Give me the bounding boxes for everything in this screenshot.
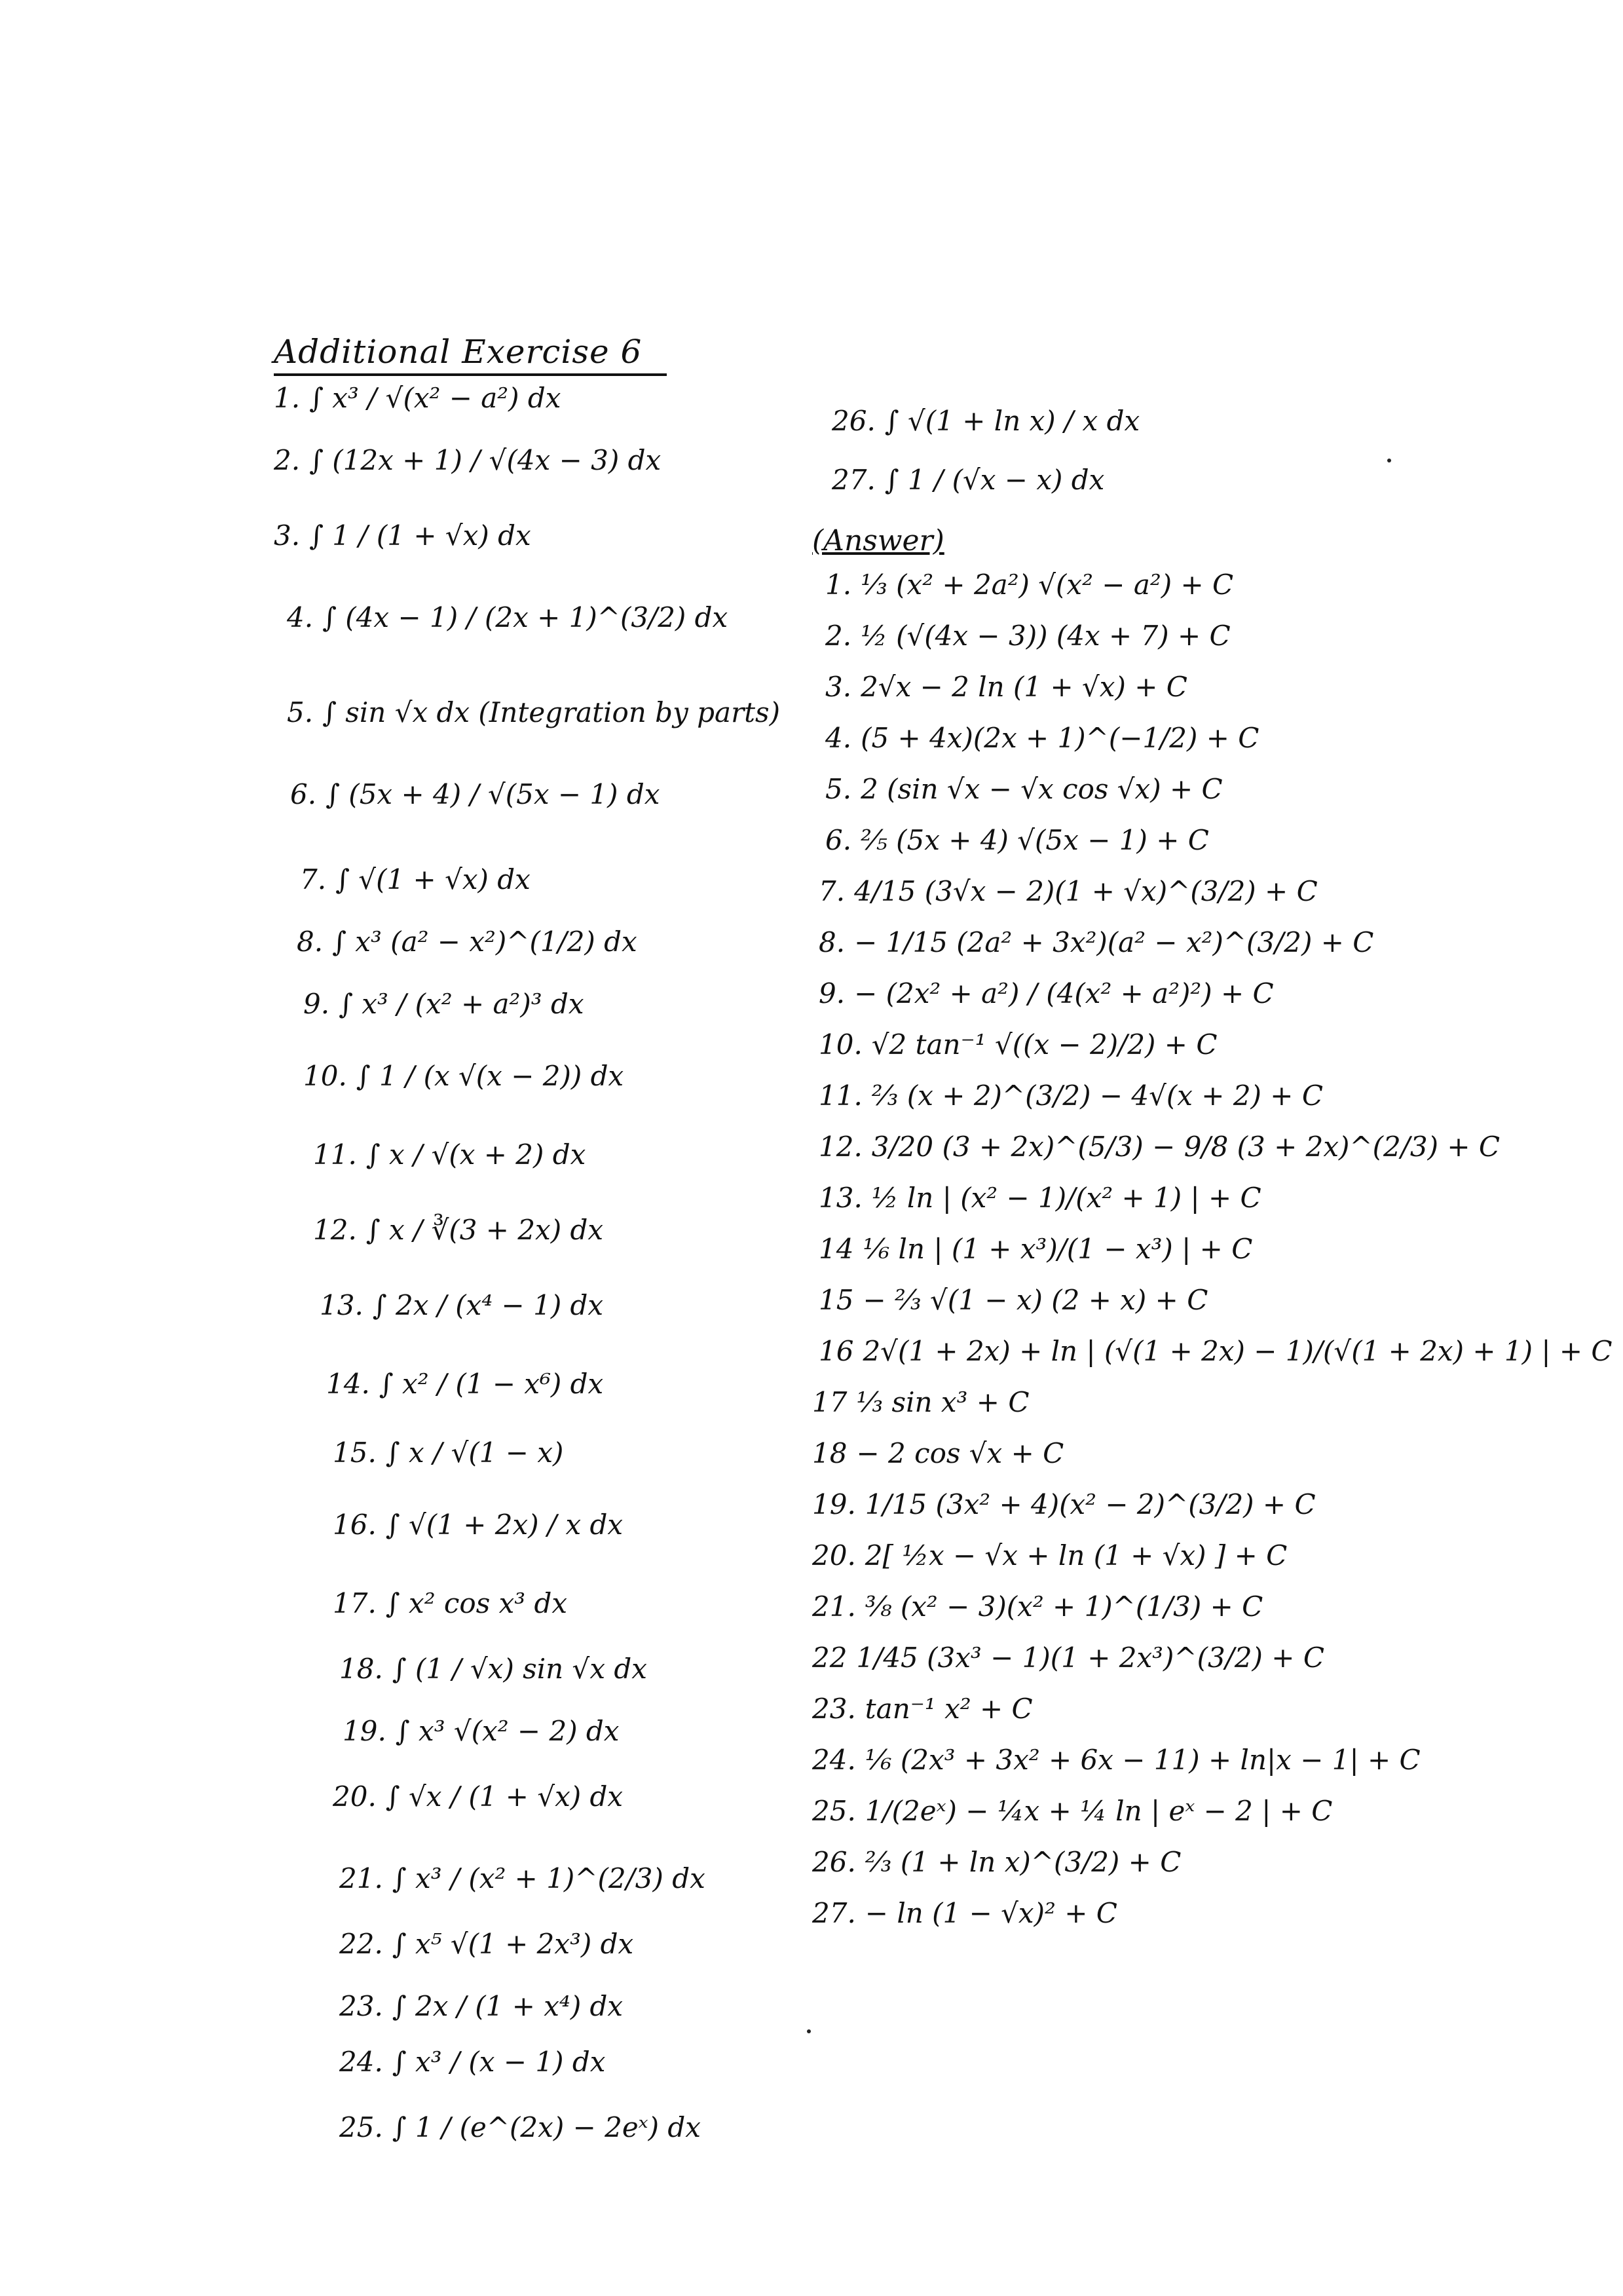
answer-number: 21. xyxy=(812,1590,856,1623)
exercise-item xyxy=(333,1782,623,1812)
exercise-item xyxy=(333,1438,563,1468)
answer-expression: ⅖ (5x + 4) √(5x − 1) + C xyxy=(861,824,1209,856)
exercise-item xyxy=(343,1716,620,1746)
answer-expression: − 1/15 (2a² + 3x²)(a² − x²)^(3/2) + C xyxy=(854,926,1374,958)
answer-number: 17 xyxy=(812,1386,848,1418)
stray-pen-mark xyxy=(807,2029,811,2033)
exercise-number: 23. xyxy=(339,1990,383,2022)
answer-number: 12. xyxy=(819,1131,863,1163)
page-title: Additional Exercise 6 xyxy=(274,333,667,376)
exercise-integral: ∫ √(1 + 2x) / x dx xyxy=(385,1509,624,1541)
exercise-number: 12. xyxy=(313,1214,357,1246)
exercise-item xyxy=(339,2047,605,2077)
exercise-item xyxy=(287,698,780,728)
exercise-number: 7. xyxy=(300,863,327,895)
answer-expression: (5 + 4x)(2x + 1)^(−1/2) + C xyxy=(861,722,1259,754)
exercise-number: 8. xyxy=(297,926,324,958)
exercise-integral: ∫ √x / (1 + √x) dx xyxy=(385,1780,624,1813)
answer-item xyxy=(812,1847,1181,1877)
exercise-integral: ∫ 1 / (√x − x) dx xyxy=(884,464,1105,496)
answer-expression: − (2x² + a²) / (4(x² + a²)²) + C xyxy=(854,977,1274,1009)
exercise-item xyxy=(274,445,661,476)
exercise-number: 18. xyxy=(339,1653,383,1685)
answer-item xyxy=(812,1541,1287,1571)
answer-item xyxy=(812,1490,1316,1520)
exercise-item xyxy=(339,2113,701,2143)
exercise-number: 16. xyxy=(333,1509,377,1541)
exercise-number: 5. xyxy=(287,696,314,728)
exercise-integral: ∫ √(1 + ln x) / x dx xyxy=(884,405,1140,437)
exercise-item xyxy=(339,1991,623,2022)
answer-number: 6. xyxy=(825,824,852,856)
answer-number: 4. xyxy=(825,722,852,754)
answer-item xyxy=(812,1387,1029,1418)
exercise-integral: ∫ (12x + 1) / √(4x − 3) dx xyxy=(309,444,662,476)
answer-heading: (Answer) xyxy=(812,524,944,557)
answer-number: 20. xyxy=(812,1539,856,1571)
exercise-item xyxy=(333,1589,567,1619)
stray-pen-mark xyxy=(1387,459,1391,462)
answer-item xyxy=(819,1234,1252,1264)
exercise-number: 15. xyxy=(333,1437,377,1469)
exercise-integral: ∫ x³ / √(x² − a²) dx xyxy=(309,382,561,414)
answer-expression: − ln (1 − √x)² + C xyxy=(865,1897,1117,1929)
exercise-integral: ∫ x³ / (x² + 1)^(2/3) dx xyxy=(392,1862,705,1894)
exercise-integral: ∫ x³ / (x − 1) dx xyxy=(392,2046,606,2078)
answer-number: 24. xyxy=(812,1744,856,1776)
answer-expression: ⅓ sin x³ + C xyxy=(856,1386,1030,1418)
exercise-item xyxy=(287,603,728,633)
answer-number: 27. xyxy=(812,1897,856,1929)
answer-item xyxy=(819,1030,1217,1060)
answer-expression: − ⅔ √(1 − x) (2 + x) + C xyxy=(863,1284,1208,1316)
exercise-integral: ∫ x³ √(x² − 2) dx xyxy=(395,1715,620,1747)
exercise-item xyxy=(339,1654,647,1684)
answer-number: 1. xyxy=(825,569,852,601)
answer-number: 9. xyxy=(819,977,846,1009)
answer-number: 2. xyxy=(825,620,852,652)
exercise-integral: ∫ 1 / (1 + √x) dx xyxy=(309,519,531,552)
exercise-integral: ∫ sin √x dx (Integration by parts) xyxy=(322,696,780,728)
answer-expression: ⅓ (x² + 2a²) √(x² − a²) + C xyxy=(861,569,1234,601)
exercise-number: 11. xyxy=(313,1139,357,1171)
answer-item xyxy=(825,672,1187,702)
answer-expression: 1/15 (3x² + 4)(x² − 2)^(3/2) + C xyxy=(865,1488,1316,1520)
answer-number: 16 xyxy=(819,1335,854,1367)
answer-expression: 4/15 (3√x − 2)(1 + √x)^(3/2) + C xyxy=(854,875,1318,907)
answer-expression: ½ (√(4x − 3)) (4x + 7) + C xyxy=(861,620,1231,652)
answer-item xyxy=(812,1592,1263,1622)
answer-number: 23. xyxy=(812,1693,856,1725)
exercise-integral: ∫ 2x / (1 + x⁴) dx xyxy=(392,1990,624,2022)
exercise-item xyxy=(832,465,1104,495)
answer-number: 13. xyxy=(819,1182,863,1214)
exercise-number: 24. xyxy=(339,2046,383,2078)
answer-number: 19. xyxy=(812,1488,856,1520)
exercise-integral: ∫ (4x − 1) / (2x + 1)^(3/2) dx xyxy=(322,601,728,633)
exercise-number: 1. xyxy=(274,382,301,414)
exercise-integral: ∫ (1 / √x) sin √x dx xyxy=(392,1653,647,1685)
exercise-item xyxy=(274,521,531,551)
exercise-integral: ∫ x / √(1 − x) xyxy=(385,1437,564,1469)
exercise-integral: ∫ x³ / (x² + a²)³ dx xyxy=(339,988,584,1020)
exercise-integral: ∫ x² / (1 − x⁶) dx xyxy=(379,1368,604,1400)
answer-item xyxy=(812,1439,1064,1469)
exercise-item xyxy=(333,1510,623,1540)
answer-number: 22 xyxy=(812,1642,848,1674)
answer-item xyxy=(819,1285,1208,1315)
answer-item xyxy=(819,979,1274,1009)
answer-expression: tan⁻¹ x² + C xyxy=(865,1693,1033,1725)
answer-number: 10. xyxy=(819,1028,863,1061)
answer-number: 11. xyxy=(819,1080,863,1112)
exercise-number: 6. xyxy=(290,778,317,810)
exercise-integral: ∫ x³ (a² − x²)^(1/2) dx xyxy=(332,926,637,958)
exercise-number: 21. xyxy=(339,1862,383,1894)
exercise-number: 13. xyxy=(320,1289,364,1321)
exercise-item xyxy=(832,406,1140,436)
answer-number: 18 xyxy=(812,1437,848,1469)
exercise-number: 14. xyxy=(326,1368,370,1400)
exercise-number: 22. xyxy=(339,1928,383,1960)
answer-item xyxy=(819,1336,1613,1366)
exercise-number: 27. xyxy=(832,464,876,496)
exercise-number: 2. xyxy=(274,444,301,476)
answer-expression: ⅔ (x + 2)^(3/2) − 4√(x + 2) + C xyxy=(871,1080,1323,1112)
answer-item xyxy=(825,723,1259,753)
exercise-integral: ∫ x⁵ √(1 + 2x³) dx xyxy=(392,1928,634,1960)
answer-expression: 1/(2eˣ) − ¼x + ¼ ln | eˣ − 2 | + C xyxy=(865,1795,1333,1827)
exercise-number: 20. xyxy=(333,1780,377,1813)
answer-expression: 1/45 (3x³ − 1)(1 + 2x³)^(3/2) + C xyxy=(856,1642,1324,1674)
exercise-number: 25. xyxy=(339,2111,383,2143)
exercise-item xyxy=(320,1290,603,1321)
answer-item xyxy=(812,1796,1332,1826)
answer-item xyxy=(812,1745,1421,1775)
exercise-item xyxy=(303,989,584,1019)
exercise-item xyxy=(300,865,531,895)
answer-number: 5. xyxy=(825,773,852,805)
exercise-item xyxy=(313,1215,603,1245)
answer-item xyxy=(812,1898,1117,1929)
exercise-item xyxy=(303,1061,624,1091)
answer-expression: ⅙ (2x³ + 3x² + 6x − 11) + ln|x − 1| + C xyxy=(865,1744,1421,1776)
answer-item xyxy=(819,928,1373,958)
answer-expression: ½ ln | (x² − 1)/(x² + 1) | + C xyxy=(871,1182,1261,1214)
answer-expression: ⅜ (x² − 3)(x² + 1)^(1/3) + C xyxy=(865,1590,1263,1623)
exercise-integral: ∫ 1 / (x √(x − 2)) dx xyxy=(356,1060,624,1092)
exercise-item xyxy=(290,780,660,810)
exercise-number: 19. xyxy=(343,1715,386,1747)
exercise-number: 4. xyxy=(287,601,314,633)
answer-item xyxy=(819,1081,1323,1111)
exercise-item xyxy=(326,1369,603,1399)
exercise-number: 9. xyxy=(303,988,330,1020)
answer-expression: ⅔ (1 + ln x)^(3/2) + C xyxy=(865,1846,1182,1878)
answer-expression: 2[ ½x − √x + ln (1 + √x) ] + C xyxy=(865,1539,1288,1571)
answer-expression: 2√(1 + 2x) + ln | (√(1 + 2x) − 1)/(√(1 + 2x) + 1) | + C xyxy=(863,1335,1613,1367)
exercise-number: 17. xyxy=(333,1587,377,1619)
answer-item xyxy=(825,825,1209,856)
exercise-integral: ∫ 1 / (e^(2x) − 2eˣ) dx xyxy=(392,2111,701,2143)
exercise-item xyxy=(274,383,561,413)
exercise-item xyxy=(339,1929,633,1959)
answer-number: 3. xyxy=(825,671,852,703)
answer-number: 8. xyxy=(819,926,846,958)
exercise-number: 3. xyxy=(274,519,301,552)
answer-item xyxy=(825,570,1233,600)
answer-item xyxy=(825,774,1223,804)
answer-item xyxy=(825,621,1231,651)
exercise-integral: ∫ 2x / (x⁴ − 1) dx xyxy=(372,1289,604,1321)
exercise-integral: ∫ x / ∛(3 + 2x) dx xyxy=(365,1214,604,1246)
answer-number: 7. xyxy=(819,875,846,907)
answer-item xyxy=(819,876,1318,907)
exercise-number: 10. xyxy=(303,1060,347,1092)
answer-number: 25. xyxy=(812,1795,856,1827)
answer-expression: 2 (sin √x − √x cos √x) + C xyxy=(861,773,1223,805)
answer-expression: − 2 cos √x + C xyxy=(856,1437,1064,1469)
exercise-item xyxy=(339,1864,705,1894)
exercise-integral: ∫ (5x + 4) / √(5x − 1) dx xyxy=(326,778,660,810)
answer-expression: ⅙ ln | (1 + x³)/(1 − x³) | + C xyxy=(863,1233,1253,1265)
answer-item xyxy=(812,1694,1033,1724)
exercise-integral: ∫ x / √(x + 2) dx xyxy=(365,1139,586,1171)
answer-expression: √2 tan⁻¹ √((x − 2)/2) + C xyxy=(871,1028,1218,1061)
answer-number: 15 xyxy=(819,1284,854,1316)
answer-item xyxy=(819,1183,1261,1213)
answer-expression: 2√x − 2 ln (1 + √x) + C xyxy=(861,671,1187,703)
answer-number: 26. xyxy=(812,1846,856,1878)
answer-expression: 3/20 (3 + 2x)^(5/3) − 9/8 (3 + 2x)^(2/3) + C xyxy=(871,1131,1501,1163)
exercise-integral: ∫ x² cos x³ dx xyxy=(385,1587,568,1619)
exercise-integral: ∫ √(1 + √x) dx xyxy=(335,863,531,895)
answer-item xyxy=(819,1132,1500,1162)
exercise-item xyxy=(313,1140,586,1170)
exercise-number: 26. xyxy=(832,405,876,437)
answer-item xyxy=(812,1643,1324,1673)
exercise-item xyxy=(297,927,637,957)
answer-number: 14 xyxy=(819,1233,854,1265)
